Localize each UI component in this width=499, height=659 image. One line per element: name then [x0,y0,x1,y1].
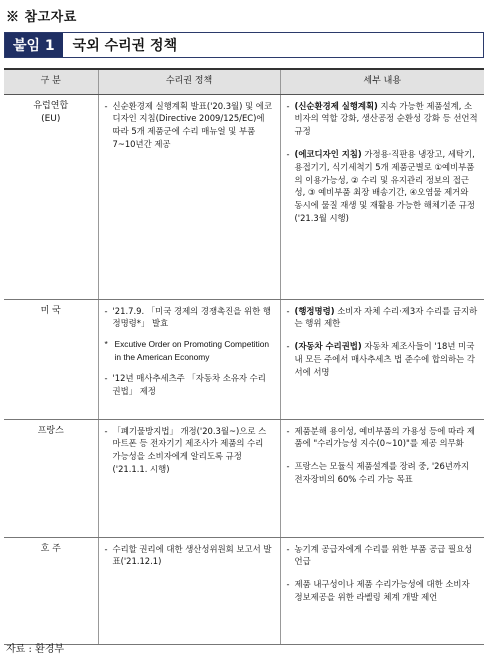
dash-marker: - [286,148,290,159]
detail-text: 농기계 공급자에게 수리를 위한 부품 공급 필요성 언급 [294,543,473,567]
detail-heading: (에코디자인 지침) [294,148,362,159]
region-name: 호 주 [40,543,61,554]
appendix-header [4,32,484,58]
detail-item [287,340,479,378]
detail-text: 가정용·직판용 냉장고, 세탁기, 용접기기, 식기세척기 5개 제품군별로 ①예비부품의 이용가능성, ② 수리 및 유지관리 정보의 접근성, ③ 예비부품 최장 배송기간, ④오염물 제거와 동시에 물질 재생 및 재활용 가능한 해체기준 규정('21.3월 시행) [294,148,475,223]
detail-cell [280,419,484,537]
dash-marker: - [286,425,290,436]
detail-heading: (신순환경제 실행계획) [294,100,378,111]
detail-heading: (자동차 수리권법) [294,341,362,352]
source-note: 자료 : 환경부 [6,644,65,655]
region-name: 미 국 [40,305,61,316]
footnote-text: Excutive Order on Promoting Competition in the American Economy [114,339,270,362]
region-cell [4,94,98,299]
table-header-row [4,69,484,94]
table-row [4,537,484,644]
table-row [4,94,484,299]
dash-marker: - [286,100,290,111]
asterisk-marker: * [104,339,108,350]
detail-text: 자동차 제조사들이 '18년 미국 내 모든 주에서 매사추세츠 법 준수에 합의하는 각서에 서명 [294,341,475,377]
header-detail: 세부 내용 [280,69,484,94]
detail-heading: (행정명령) [294,305,335,316]
region-cell [4,537,98,644]
table-row [4,299,484,419]
region-subname: (EU) [41,114,61,125]
reference-title: ※ 참고자료 [6,10,77,25]
detail-text: 지속 가능한 제품설계, 소비자의 역할 강화, 생산공정 순환성 강화 등 선언적 규정 [294,100,478,137]
policy-text: 「폐기물방지법」 개정('20.3월~)으로 스마트폰 등 전자기기 제조사가 제품의 수리 가능성을 소비자에게 알리도록 규정('21.1.1. 시행) [112,425,267,474]
dash-marker: - [286,305,290,316]
policy-cell [98,94,280,299]
region-name: 유럽연합 [33,100,69,111]
policy-text: 수리할 권리에 대한 생산성위원회 보고서 발표('21.12.1) [112,543,272,567]
policy-cell [98,299,280,419]
appendix-title: 국외 수리권 정책 [72,38,178,54]
dash-marker: - [104,100,108,111]
detail-cell [280,299,484,419]
header-region: 구 분 [4,69,98,94]
dash-marker: - [286,543,290,554]
dash-marker: - [286,461,290,472]
detail-cell [280,537,484,644]
policy-text: 신순환경제 실행계획 발표('20.3월) 및 에코디자인 지침(Directive 2009/125/EC)에 따라 5개 제품군에 수리 매뉴얼 및 부품 7~10년간 제공 [112,100,272,149]
policy-cell [98,537,280,644]
detail-item [287,460,479,486]
dash-marker: - [104,543,108,554]
detail-item [287,578,479,604]
detail-item [287,425,479,451]
policy-text: '12년 매사추세츠주 「자동차 소유자 수리권법」 제정 [112,372,266,396]
appendix-badge: 붙임 1 [5,33,63,57]
repair-policy-table [4,68,484,645]
detail-text: 소비자 자체 수리·제3자 수리를 금지하는 행위 제한 [294,305,478,329]
dash-marker: - [104,425,108,436]
region-cell [4,299,98,419]
policy-footnote [105,338,274,364]
detail-item [287,543,479,569]
detail-item [287,305,479,331]
region-cell [4,419,98,537]
dash-marker: - [104,305,108,316]
dash-marker: - [286,579,290,590]
header-policy: 수리권 정책 [98,69,280,94]
policy-cell [98,419,280,537]
detail-text: 제품분해 용이성, 예비부품의 가용성 등에 따라 제품에 "수리가능성 지수(0~10)"를 제공 의무화 [294,425,475,449]
table-row [4,419,484,537]
detail-text: 제품 내구성이나 제품 수리가능성에 대한 소비자 정보제공을 위한 라벨링 체계 개발 제언 [294,579,470,602]
detail-text: 프랑스는 모듈식 제품설계를 장려 중, '26년까지 전자장비의 60% 수리 가능 목표 [294,461,470,484]
detail-item [287,100,479,138]
detail-item [287,148,479,225]
policy-text: '21.7.9. 「미국 경제의 경쟁촉진을 위한 행정명령*」 발효 [112,305,271,329]
detail-cell [280,94,484,299]
region-name: 프랑스 [37,425,64,436]
table-body [4,94,484,644]
dash-marker: - [286,341,290,352]
policy-item [105,372,274,398]
policy-item [105,543,274,569]
policy-item [105,100,274,151]
policy-item [105,305,274,331]
dash-marker: - [104,372,108,383]
policy-item [105,425,274,476]
